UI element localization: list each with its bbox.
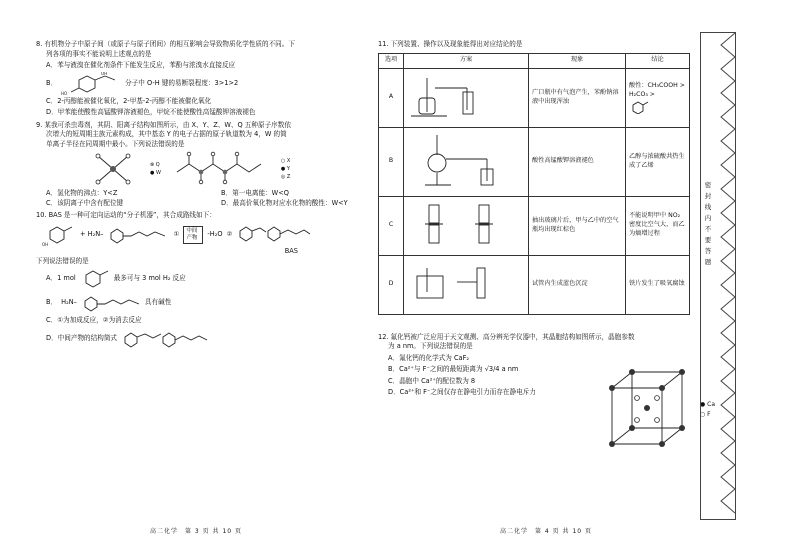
q8-option-d: D．甲苯能使酸性高锰酸钾溶液褪色，甲烷不能使酸性高锰酸钾溶液褪色 (46, 108, 256, 117)
legend-f: F (707, 411, 711, 418)
q8-option-a: A．苯与液溴在催化剂条件下能发生反应，苯酚与浓溴水直接反应 (46, 61, 236, 70)
q10-step1: ① (173, 230, 180, 239)
q10-reactant2-structure (107, 225, 169, 245)
q8-option-c: C．2-丙醇能被催化氧化，2-甲基-2-丙醇不能被催化氧化 (46, 96, 212, 105)
question-10 (36, 211, 366, 349)
q11-header-option: 选项 (379, 53, 404, 68)
q11-header-conclusion: 结论 (626, 53, 690, 68)
q10-ask: 下列说法错误的是 (36, 256, 89, 265)
q10-option-c: C．①为加成反应，②为消去反应 (46, 316, 142, 325)
q11-row-conclusion: 不能说明甲中 NO₂ 密度比空气大，而乙为熵增过程 (626, 196, 690, 255)
q10-intermediate-box: 中间产物 (183, 226, 203, 244)
q8-option-b (36, 73, 366, 95)
q9-option-d: D．最高价氧化物对应水化物的酸性：W<Y (221, 198, 348, 207)
phenol-icon (629, 100, 649, 114)
q11-table (378, 53, 690, 315)
q11-apparatus-c (404, 196, 529, 255)
q12-crystal-cell (602, 368, 694, 464)
q10-option-b: B． H₂N– 具有碱性 (36, 292, 366, 314)
q11-row-c (379, 196, 690, 255)
q11-header-row (379, 53, 690, 68)
q11-row-label: D (379, 255, 404, 314)
q11-header-scheme: 方案 (404, 53, 529, 68)
q12-stem-line1: 12. 氟化钙被广泛应用于天文观测、高分辨光学仪器中，其晶胞结构如图所示，晶胞参数 (378, 332, 635, 341)
q10-option-a-label: A．1 mol (46, 274, 76, 283)
q10-option-b-structure (81, 293, 141, 313)
q8-stem-line1: 8. 有机物分子中原子间（或原子与原子团间）的相互影响会导致物质化学性质的不同。下 (36, 40, 295, 48)
q12-option-d: D．Ca²⁺和 F⁻之间仅存在静电引力而存在静电斥力 (388, 388, 536, 397)
svg-text:HO: HO (61, 90, 68, 96)
q11-row-b (379, 127, 690, 196)
q8-option-b-label: B． (46, 78, 58, 87)
question-9 (36, 121, 366, 209)
q11-header-phenomenon: 现象 (529, 53, 626, 68)
footer-page-4: 高二化学 第 4 页 共 10 页 (500, 528, 592, 535)
q11-row-phenomenon: 酸性高锰酸钾溶液褪色 (529, 127, 626, 196)
q10-option-d-structure (121, 328, 231, 350)
q9-cation-legend: ⊗ Q ● W (150, 162, 161, 177)
q12-option-a: A．氟化钙的化学式为 CaF₂ (388, 353, 470, 362)
q11-row-conclusion: 酸性：CH₃COOH > H₂CO₃ > (626, 68, 690, 127)
q11-row-d (379, 255, 690, 314)
q8-stem-line2: 列各项的事实不能说明上述观点的是 (46, 49, 152, 58)
q10-option-a (36, 268, 366, 290)
q11-row-conclusion: 铁片发生了吸氧腐蚀 (626, 255, 690, 314)
binding-strip-text: 密 封 线 内 不 要 答 题 (704, 181, 712, 266)
q10-synthesis-route: OH + H₂N– ① 中间产物 -H₂O ② (36, 221, 366, 249)
q10-product-label: BAS (284, 247, 298, 256)
q10-option-d-text: D．中间产物的结构简式 (46, 333, 118, 342)
q10-step2-num: ② (226, 230, 233, 239)
svg-text:OH: OH (42, 242, 49, 248)
q12-option-b: B．Ca²⁺与 F⁻之间的最短距离为 √3/4 a nm (388, 365, 519, 374)
left-column (36, 40, 366, 353)
q11-row-phenomenon: 广口瓶中有气泡产生，苯酚钠溶液中出现浑浊 (529, 68, 626, 127)
q9-ion-structures (36, 149, 366, 189)
q9-anion-structure (171, 150, 271, 188)
q12-stem-line2: 为 a nm。下列说法错误的是 (388, 342, 473, 351)
q11-apparatus-a (404, 68, 529, 127)
q11-row-phenomenon: 抽出玻璃片后，甲与乙中的空气瓶均出现红棕色 (529, 196, 626, 255)
svg-text:OH: OH (101, 71, 108, 76)
binding-strip (700, 32, 736, 520)
q11-row-a (379, 68, 690, 127)
q11-row-label: A (379, 68, 404, 127)
q9-option-a: A．氢化物的沸点：Y<Z (46, 189, 118, 198)
q11-apparatus-d (404, 255, 529, 314)
q10-option-d (36, 328, 366, 350)
q8-structure-image (61, 72, 121, 96)
q10-bas-structure (236, 223, 312, 247)
question-8 (36, 40, 366, 118)
q11-apparatus-b (404, 127, 529, 196)
q9-option-b: B．第一电离能：W<Q (221, 189, 289, 198)
q10-option-b-text: 具有碱性 (144, 298, 172, 307)
footer-page-3: 高二化学 第 3 页 共 10 页 (150, 528, 242, 535)
q9-stem-line3: 单离子半径在同周期中最小。下列说法错误的是 (46, 139, 185, 148)
q10-stem: 10. BAS 是一种可定向运动的“分子机器”，其合成路线如下： (36, 211, 216, 220)
q10-option-b-label: B． (46, 298, 58, 307)
q9-options-row1 (36, 189, 366, 199)
q11-stem: 11. 下列装置、操作以及现象能得出对应结论的是 (378, 40, 523, 48)
q8-option-b-text: 分子中 O-H 键的易断裂程度：3>1>2 (125, 78, 239, 87)
q11-row-conclusion: 乙醇与浓硫酸共热生成了乙烯 (626, 127, 690, 196)
q11-row-label: B (379, 127, 404, 196)
q9-anion-legend: ○ X ● Y ◎ Z (280, 158, 291, 181)
q10-step2: -H₂O (207, 230, 223, 239)
right-column (378, 40, 690, 400)
zigzag-pattern (701, 33, 735, 519)
q10-option-a-text: 最多可与 3 mol H₂ 反应 (113, 274, 186, 283)
legend-ca: Ca (707, 401, 716, 408)
q11-row-label: C (379, 196, 404, 255)
q11-row-phenomenon: 试管内生成蓝色沉淀 (529, 255, 626, 314)
q10-reactant1-structure (42, 223, 76, 247)
q9-stem-line2: 次增大的短周期主族元素构成，其中基态 Y 的电子占据的原子轨道数为 4，W 的简 (46, 130, 287, 139)
q9-cation-structure (86, 150, 140, 188)
q10-option-a-structure (80, 268, 110, 290)
q9-option-c: C．该阴离子中含有配位键 (46, 198, 124, 207)
q12-legend: ● Ca ○ F (700, 401, 716, 418)
q9-options-row2 (36, 199, 366, 209)
q12-option-c: C．晶胞中 Ca²⁺的配位数为 8 (388, 376, 476, 385)
q9-stem-line1: 9. 某我可杀虫毒剂，其阴、阳离子结构如图所示，由 X、Y、Z、W、Q 五种原子序数依 (36, 120, 291, 129)
